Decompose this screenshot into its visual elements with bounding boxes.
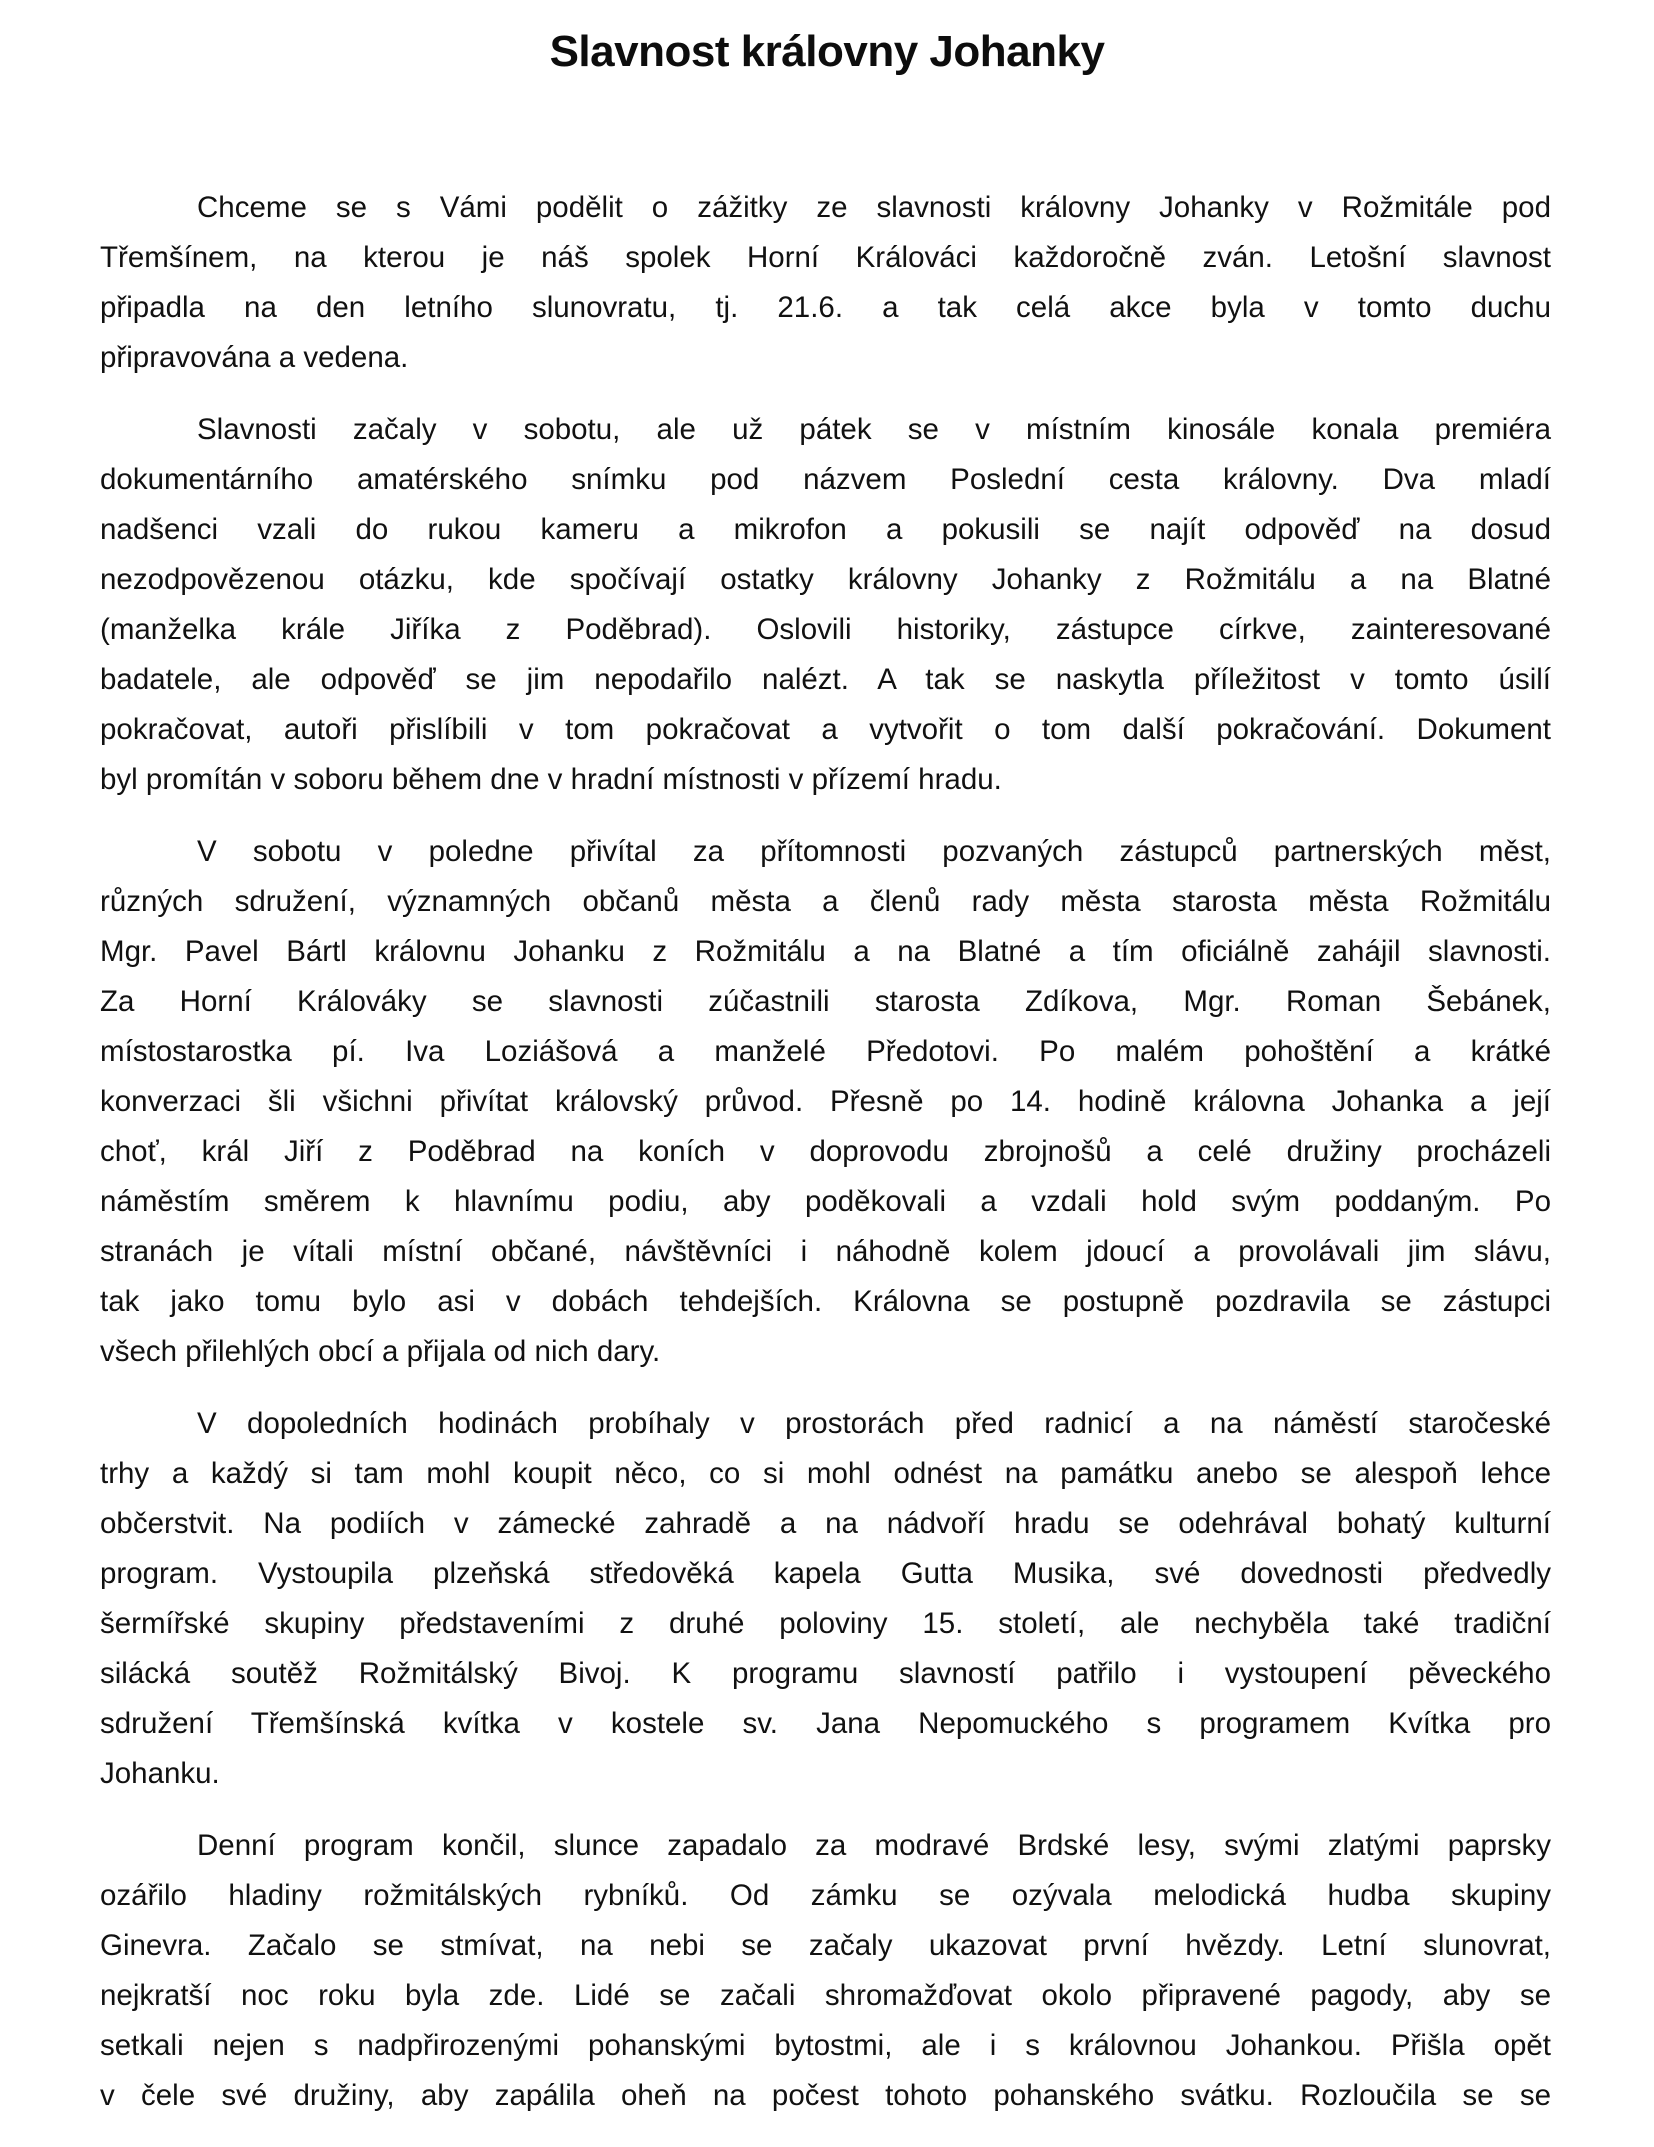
text-line: silácká soutěž Rožmitálský Bivoj. K programu slavností patřilo i vystoupení pěveckého <box>100 1657 1551 1690</box>
text-line: setkali nejen s nadpřirozenými pohanskými bytostmi, ale i s královnou Johankou. Přišla opět <box>100 2029 1551 2062</box>
text-line: tak jako tomu bylo asi v dobách tehdejších. Královna se postupně pozdravila se zástupci <box>100 1285 1551 1318</box>
text-line: dokumentárního amatérského snímku pod názvem Poslední cesta královny. Dva mladí <box>100 463 1551 496</box>
paragraph-film-premiere <box>100 405 1551 805</box>
text-line: Johanku. <box>100 1757 220 1790</box>
text-line: nezodpovězenou otázku, kde spočívají ostatky královny Johanky z Rožmitálu a na Blatné <box>100 563 1551 596</box>
text-line: všech přilehlých obcí a přijala od nich dary. <box>100 1335 661 1368</box>
document-body <box>100 183 1551 2143</box>
text-line: Mgr. Pavel Bártl královnu Johanku z Rožmitálu a na Blatné a tím oficiálně zahájil slavnosti. <box>100 935 1551 968</box>
text-line: různých sdružení, významných občanů města a členů rady města starosta města Rožmitálu <box>100 885 1551 918</box>
paragraph-intro <box>100 183 1551 383</box>
text-line: V dopoledních hodinách probíhaly v prostorách před radnicí a na náměstí staročeské <box>197 1407 1551 1440</box>
text-line: (manželka krále Jiříka z Poděbrad). Oslovili historiky, zástupce církve, zainteresované <box>100 613 1551 646</box>
text-line: program. Vystoupila plzeňská středověká kapela Gutta Musika, své dovednosti předvedly <box>100 1557 1551 1590</box>
paragraph-evening-solstice <box>100 1821 1551 2121</box>
text-line: trhy a každý si tam mohl koupit něco, co si mohl odnést na památku anebo se alespoň lehce <box>100 1457 1551 1490</box>
text-line: Za Horní Králováky se slavnosti zúčastnili starosta Zdíkova, Mgr. Roman Šebánek, <box>100 985 1551 1018</box>
text-line: nejkratší noc roku byla zde. Lidé se začali shromažďovat okolo připravené pagody, aby se <box>100 1979 1551 2012</box>
text-line: v čele své družiny, aby zapálila oheň na počest tohoto pohanského svátku. Rozloučila se se <box>100 2079 1551 2112</box>
text-line: Slavnosti začaly v sobotu, ale už pátek se v místním kinosále konala premiéra <box>197 413 1551 446</box>
text-line: nadšenci vzali do rukou kameru a mikrofon a pokusili se najít odpověď na dosud <box>100 513 1551 546</box>
text-line: náměstím směrem k hlavnímu podiu, aby poděkovali a vzdali hold svým poddaným. Po <box>100 1185 1551 1218</box>
document-title: Slavnost královny Johanky <box>549 27 1105 76</box>
text-line: byl promítán v soboru během dne v hradní místnosti v přízemí hradu. <box>100 763 1002 796</box>
text-line: šermířské skupiny představeními z druhé poloviny 15. století, ale nechyběla také tradiční <box>100 1607 1551 1640</box>
paragraph-saturday-welcome <box>100 827 1551 1377</box>
text-line: V sobotu v poledne přivítal za přítomnosti pozvaných zástupců partnerských měst, <box>197 835 1551 868</box>
paragraph-cultural-program <box>100 1399 1551 1799</box>
text-line: stranách je vítali místní občané, návštěvníci i náhodně kolem jdoucí a provolávali jim slávu, <box>100 1235 1551 1268</box>
text-line: sdružení Třemšínská kvítka v kostele sv. Jana Nepomuckého s programem Kvítka pro <box>100 1707 1551 1740</box>
text-line: choť, král Jiří z Poděbrad na koních v doprovodu zbrojnošů a celé družiny procházeli <box>100 1135 1551 1168</box>
text-line: Třemšínem, na kterou je náš spolek Horní Králováci každoročně zván. Letošní slavnost <box>100 241 1551 274</box>
text-line: badatele, ale odpověď se jim nepodařilo nalézt. A tak se naskytla příležitost v tomto úsilí <box>100 663 1551 696</box>
text-line: Ginevra. Začalo se stmívat, na nebi se začaly ukazovat první hvězdy. Letní slunovrat, <box>100 1929 1551 1962</box>
text-line: občerstvit. Na podiích v zámecké zahradě a na nádvoří hradu se odehrával bohatý kulturní <box>100 1507 1551 1540</box>
text-line: pokračovat, autoři přislíbili v tom pokračovat a vytvořit o tom další pokračování. Dokument <box>100 713 1551 746</box>
text-line: konverzaci šli všichni přivítat královský průvod. Přesně po 14. hodině královna Johanka a její <box>100 1085 1551 1118</box>
text-line: místostarostka pí. Iva Loziášová a manželé Předotovi. Po malém pohoštění a krátké <box>100 1035 1551 1068</box>
text-line: připadla na den letního slunovratu, tj. 21.6. a tak celá akce byla v tomto duchu <box>100 291 1551 324</box>
text-line: Chceme se s Vámi podělit o zážitky ze slavnosti královny Johanky v Rožmitále pod <box>197 191 1551 224</box>
text-line: ozářilo hladiny rožmitálských rybníků. Od zámku se ozývala melodická hudba skupiny <box>100 1879 1551 1912</box>
text-line: Denní program končil, slunce zapadalo za modravé Brdské lesy, svými zlatými paprsky <box>197 1829 1551 1862</box>
text-line: připravována a vedena. <box>100 341 409 374</box>
